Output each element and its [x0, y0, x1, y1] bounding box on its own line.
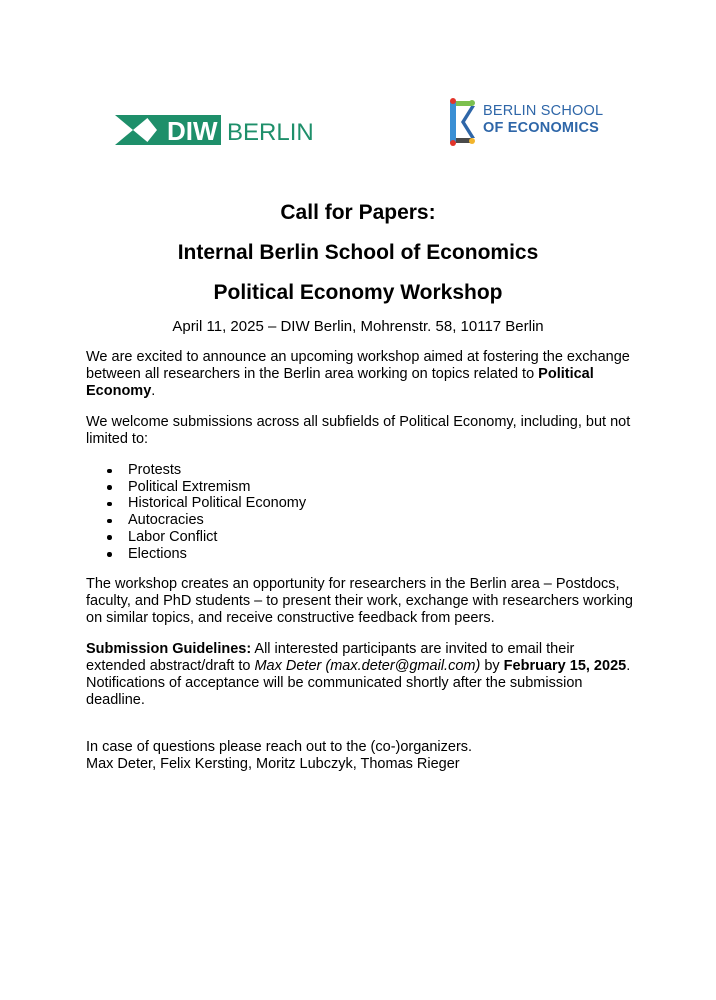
topic-label: Labor Conflict: [128, 528, 218, 545]
call-for-papers-heading: Call for Papers:: [280, 201, 436, 224]
bullet-icon: [107, 552, 112, 557]
diw-berlin-logo: [115, 112, 315, 148]
diw-logo-word2: BERLIN: [227, 119, 314, 146]
bse-mark-dot-yellow: [469, 138, 475, 144]
topic-item: [86, 512, 636, 529]
diw-logo-chevron-bottom: [115, 130, 151, 145]
workshop-heading: Political Economy Workshop: [213, 281, 503, 304]
submission-text2: by: [480, 658, 504, 674]
opportunity-paragraph: The workshop creates an opportunity for researchers in the Berlin area – Postdocs, faculty, and PhD students – to present their work, exchange with researchers working on similar topics, and receive constructive feedback from peers.: [86, 576, 633, 626]
bse-logo-mark: [447, 98, 479, 148]
topic-label: Elections: [128, 545, 187, 562]
bse-mark-dot-red: [450, 98, 456, 104]
bullet-icon: [107, 535, 112, 540]
organizers-text: Max Deter, Felix Kersting, Moritz Lubczyk, Thomas Rieger: [86, 756, 460, 772]
bullet-icon: [107, 502, 112, 507]
submission-label: Submission Guidelines:: [86, 641, 252, 657]
diw-logo-bar: [145, 115, 165, 145]
topic-label: Political Extremism: [128, 478, 251, 495]
bse-logo-line1: BERLIN SCHOOL: [483, 103, 604, 119]
date-location: April 11, 2025 – DIW Berlin, Mohrenstr. 58, 10117 Berlin: [172, 318, 544, 335]
diw-logo-word1: DIW: [167, 116, 218, 146]
topic-label: Historical Political Economy: [128, 495, 307, 512]
bse-mark-dot-green: [469, 100, 475, 106]
intro-end: .: [151, 383, 156, 399]
topic-item: [86, 495, 636, 512]
topic-item: [86, 462, 636, 479]
welcome-paragraph: We welcome submissions across all subfields of Political Economy, including, but not limited to:: [86, 414, 631, 447]
topic-item: [86, 479, 636, 496]
submission-text1: All interested participants are invited to email their extended abstract/draft to: [86, 641, 575, 674]
bullet-icon: [107, 485, 112, 490]
topics-list: [86, 462, 636, 562]
diw-logo-chevron-top: [115, 115, 151, 130]
bullet-icon: [107, 519, 112, 524]
intro-text: We are excited to announce an upcoming workshop aimed at fostering the exchange between all researchers in the Berlin area working on topics related to: [86, 349, 630, 382]
bse-logo: [447, 98, 607, 148]
topic-label: Autocracies: [128, 512, 204, 529]
bse-mark-dot-red-2: [450, 140, 456, 146]
topic-label: Protests: [128, 462, 182, 478]
bse-mark-bar: [450, 101, 456, 143]
intro-paragraph: [86, 349, 636, 400]
topic-item: [86, 529, 636, 546]
submission-text3: . Notifications of acceptance will be communicated shortly after the submission deadline.: [86, 658, 631, 708]
bse-logo-text: [483, 103, 603, 137]
bse-mark-chevron: [461, 106, 475, 138]
bse-logo-line2: OF ECONOMICS: [483, 120, 599, 136]
intro-bold: Political Economy: [86, 366, 594, 399]
submission-deadline: February 15, 2025: [503, 658, 627, 674]
submission-contact[interactable]: Max Deter (max.deter@gmail.com): [254, 658, 481, 674]
school-heading: Internal Berlin School of Economics: [177, 241, 539, 264]
diw-logo-mark: [115, 112, 315, 148]
contact-paragraph: [86, 739, 636, 773]
bullet-icon: [107, 469, 112, 474]
submission-paragraph: [86, 641, 636, 709]
topic-item: [86, 546, 636, 563]
questions-text: In case of questions please reach out to the (co-)organizers.: [86, 739, 473, 755]
